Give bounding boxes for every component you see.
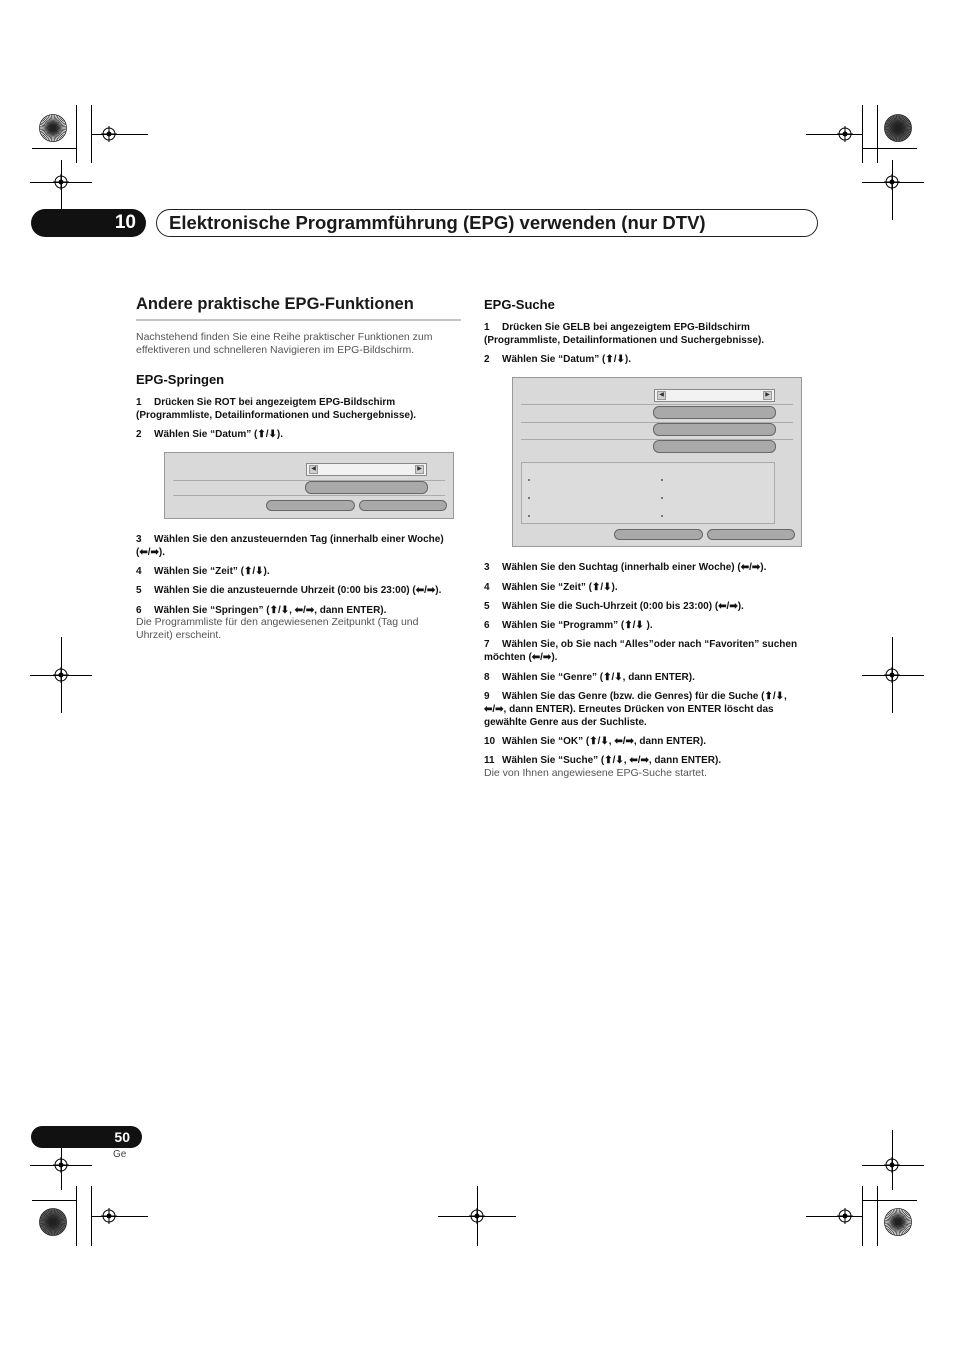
suche-step-6 — [484, 619, 653, 632]
section-title: Andere praktische EPG-Funktionen — [136, 295, 414, 313]
chapter-title: Elektronische Programmführung (EPG) verwenden (nur DTV) — [169, 212, 706, 233]
crop-line — [76, 1186, 77, 1246]
intro-line: Nachstehend finden Sie eine Reihe praktischer Funktionen zum — [136, 331, 433, 343]
genre-list-panel — [521, 462, 775, 524]
list-bullet — [528, 515, 530, 517]
step-number: 11 — [484, 755, 495, 766]
step-text: Wählen Sie “Springen” (⬆/⬇, ⬅/➡, dann ENTER). — [154, 605, 387, 616]
step-text: Wählen Sie “Zeit” (⬆/⬇). — [502, 582, 618, 593]
chapter-number: 10 — [114, 212, 136, 233]
screen-row-divider — [521, 404, 793, 405]
list-bullet — [528, 497, 530, 499]
step-text: Wählen Sie den Suchtag (innerhalb einer Woche) (⬅/➡). — [502, 562, 767, 573]
epg-jump-screen — [164, 452, 454, 519]
springen-step-1 — [136, 396, 416, 422]
step-text: Wählen Sie “Datum” (⬆/⬇). — [502, 354, 631, 365]
step-text: Wählen Sie die Such-Uhrzeit (0:00 bis 23:00) (⬅/➡). — [502, 601, 744, 612]
step-number: 2 — [136, 429, 142, 440]
suche-step-9 — [484, 690, 787, 729]
step-text: (⬅/➡). — [136, 547, 165, 558]
epg-search-screen — [512, 377, 802, 547]
starburst-icon — [884, 1208, 912, 1236]
step-text: Wählen Sie “OK” (⬆/⬇, ⬅/➡, dann ENTER). — [502, 736, 707, 747]
list-bullet — [661, 479, 663, 481]
step-number: 4 — [484, 582, 490, 593]
section-intro — [136, 331, 433, 357]
step-number: 9 — [484, 691, 490, 702]
epg-springen-heading: EPG-Springen — [136, 372, 225, 387]
registration-target-icon — [884, 1157, 900, 1173]
step-text: Wählen Sie die anzusteuernde Uhrzeit (0:00 bis 23:00) (⬅/➡). — [154, 585, 442, 596]
springen-step-3 — [136, 533, 444, 559]
genre-field — [653, 440, 776, 453]
note-line: Uhrzeit) erscheint. — [136, 629, 222, 641]
suche-step-8 — [484, 671, 695, 684]
step-number: 7 — [484, 639, 490, 650]
registration-target-icon — [53, 174, 69, 190]
step-text: ⬅/➡, dann ENTER). Erneutes Drücken von ENTER löscht das — [484, 704, 774, 715]
language-code: Ge — [113, 1149, 127, 1160]
step-text: Wählen Sie das Genre (bzw. die Genres) für die Suche (⬆/⬇, — [502, 691, 787, 702]
left-arrow-icon: ◀ — [309, 465, 318, 474]
step-number: 8 — [484, 672, 490, 683]
suche-step-2 — [484, 353, 631, 366]
step-text: Wählen Sie “Zeit” (⬆/⬇). — [154, 566, 270, 577]
step-number: 1 — [136, 397, 142, 408]
page-number-tab — [31, 1126, 142, 1148]
step-text: Drücken Sie ROT bei angezeigtem EPG-Bildschirm — [154, 397, 396, 408]
epg-suche-heading: EPG-Suche — [484, 297, 555, 312]
step-text: (Programmliste, Detailinformationen und Suchergebnisse). — [136, 410, 417, 421]
page-number: 50 — [114, 1129, 130, 1145]
screen-row-divider — [173, 495, 445, 496]
ok-button — [614, 529, 703, 540]
crop-line — [892, 160, 893, 220]
date-selector — [306, 463, 427, 476]
springen-step-2 — [136, 428, 283, 441]
step-number: 4 — [136, 566, 142, 577]
registration-target-icon — [53, 667, 69, 683]
section-divider — [136, 319, 461, 321]
step-number: 5 — [484, 601, 490, 612]
suche-step-11 — [484, 754, 721, 767]
registration-target-icon — [101, 1208, 117, 1224]
registration-target-icon — [53, 1157, 69, 1173]
step-text: (Programmliste, Detailinformationen und Suchergebnisse). — [484, 335, 765, 346]
step-text: Wählen Sie “Datum” (⬆/⬇). — [154, 429, 283, 440]
suche-step-5 — [484, 600, 744, 613]
crop-line — [806, 134, 863, 135]
crop-line — [32, 148, 77, 149]
date-selector — [654, 389, 775, 402]
step-number: 10 — [484, 736, 496, 747]
step-text: Drücken Sie GELB bei angezeigtem EPG-Bildschirm — [502, 322, 750, 333]
crop-line — [32, 1200, 77, 1201]
crop-line — [877, 105, 878, 163]
suche-step-1 — [484, 321, 764, 347]
search-button — [707, 529, 795, 540]
suche-step-7 — [484, 638, 797, 664]
step-number: 1 — [484, 322, 490, 333]
registration-target-icon — [837, 1208, 853, 1224]
list-bullet — [661, 515, 663, 517]
jump-button — [266, 500, 355, 511]
step-number: 2 — [484, 354, 490, 365]
step-text: Wählen Sie “Suche” (⬆/⬇, ⬅/➡, dann ENTER). — [502, 755, 722, 766]
starburst-icon — [39, 1208, 67, 1236]
registration-target-icon — [101, 126, 117, 142]
springen-step-4 — [136, 565, 270, 578]
list-bullet — [661, 497, 663, 499]
step-number: 6 — [136, 605, 142, 616]
intro-line: effektiveren und schnelleren Navigieren im EPG-Bildschirm. — [136, 344, 415, 356]
step-text: Wählen Sie “Programm” (⬆/⬇ ). — [502, 620, 653, 631]
starburst-icon — [39, 114, 67, 142]
right-arrow-icon: ▶ — [763, 391, 772, 400]
crop-line — [76, 105, 77, 163]
suche-step-4 — [484, 581, 618, 594]
crop-line — [806, 1216, 863, 1217]
suche-step-3 — [484, 561, 766, 574]
step-text: möchten (⬅/➡). — [484, 652, 558, 663]
step-text: Wählen Sie den anzusteuernden Tag (innerhalb einer Woche) — [154, 534, 444, 545]
time-field — [653, 406, 776, 419]
crop-line — [91, 134, 148, 135]
crop-line — [91, 1216, 148, 1217]
cancel-button — [359, 500, 447, 511]
crop-line — [862, 1200, 917, 1201]
chapter-number-tab — [31, 209, 146, 237]
step-text: Wählen Sie, ob Sie nach “Alles”oder nach “Favoriten” suchen — [502, 639, 798, 650]
chapter-title-box — [156, 209, 818, 237]
springen-step-5 — [136, 584, 441, 597]
step-number: 5 — [136, 585, 142, 596]
springen-note — [136, 616, 419, 642]
step-text: gewählte Genre aus der Suchliste. — [484, 717, 647, 728]
list-bullet — [528, 479, 530, 481]
starburst-icon — [884, 114, 912, 142]
registration-target-icon — [884, 667, 900, 683]
crop-line — [877, 1186, 878, 1246]
registration-target-icon — [469, 1208, 485, 1224]
suche-step-10 — [484, 735, 706, 748]
right-arrow-icon: ▶ — [415, 465, 424, 474]
crop-line — [862, 148, 917, 149]
step-number: 6 — [484, 620, 490, 631]
step-text: Wählen Sie “Genre” (⬆/⬇, dann ENTER). — [502, 672, 695, 683]
registration-target-icon — [884, 174, 900, 190]
note-line: Die Programmliste für den angewiesenen Zeitpunkt (Tag und — [136, 616, 419, 628]
step-number: 3 — [136, 534, 142, 545]
suche-note: Die von Ihnen angewiesene EPG-Suche startet. — [484, 767, 707, 779]
step-number: 3 — [484, 562, 490, 573]
registration-target-icon — [837, 126, 853, 142]
left-arrow-icon: ◀ — [657, 391, 666, 400]
time-field — [305, 481, 428, 494]
program-field — [653, 423, 776, 436]
